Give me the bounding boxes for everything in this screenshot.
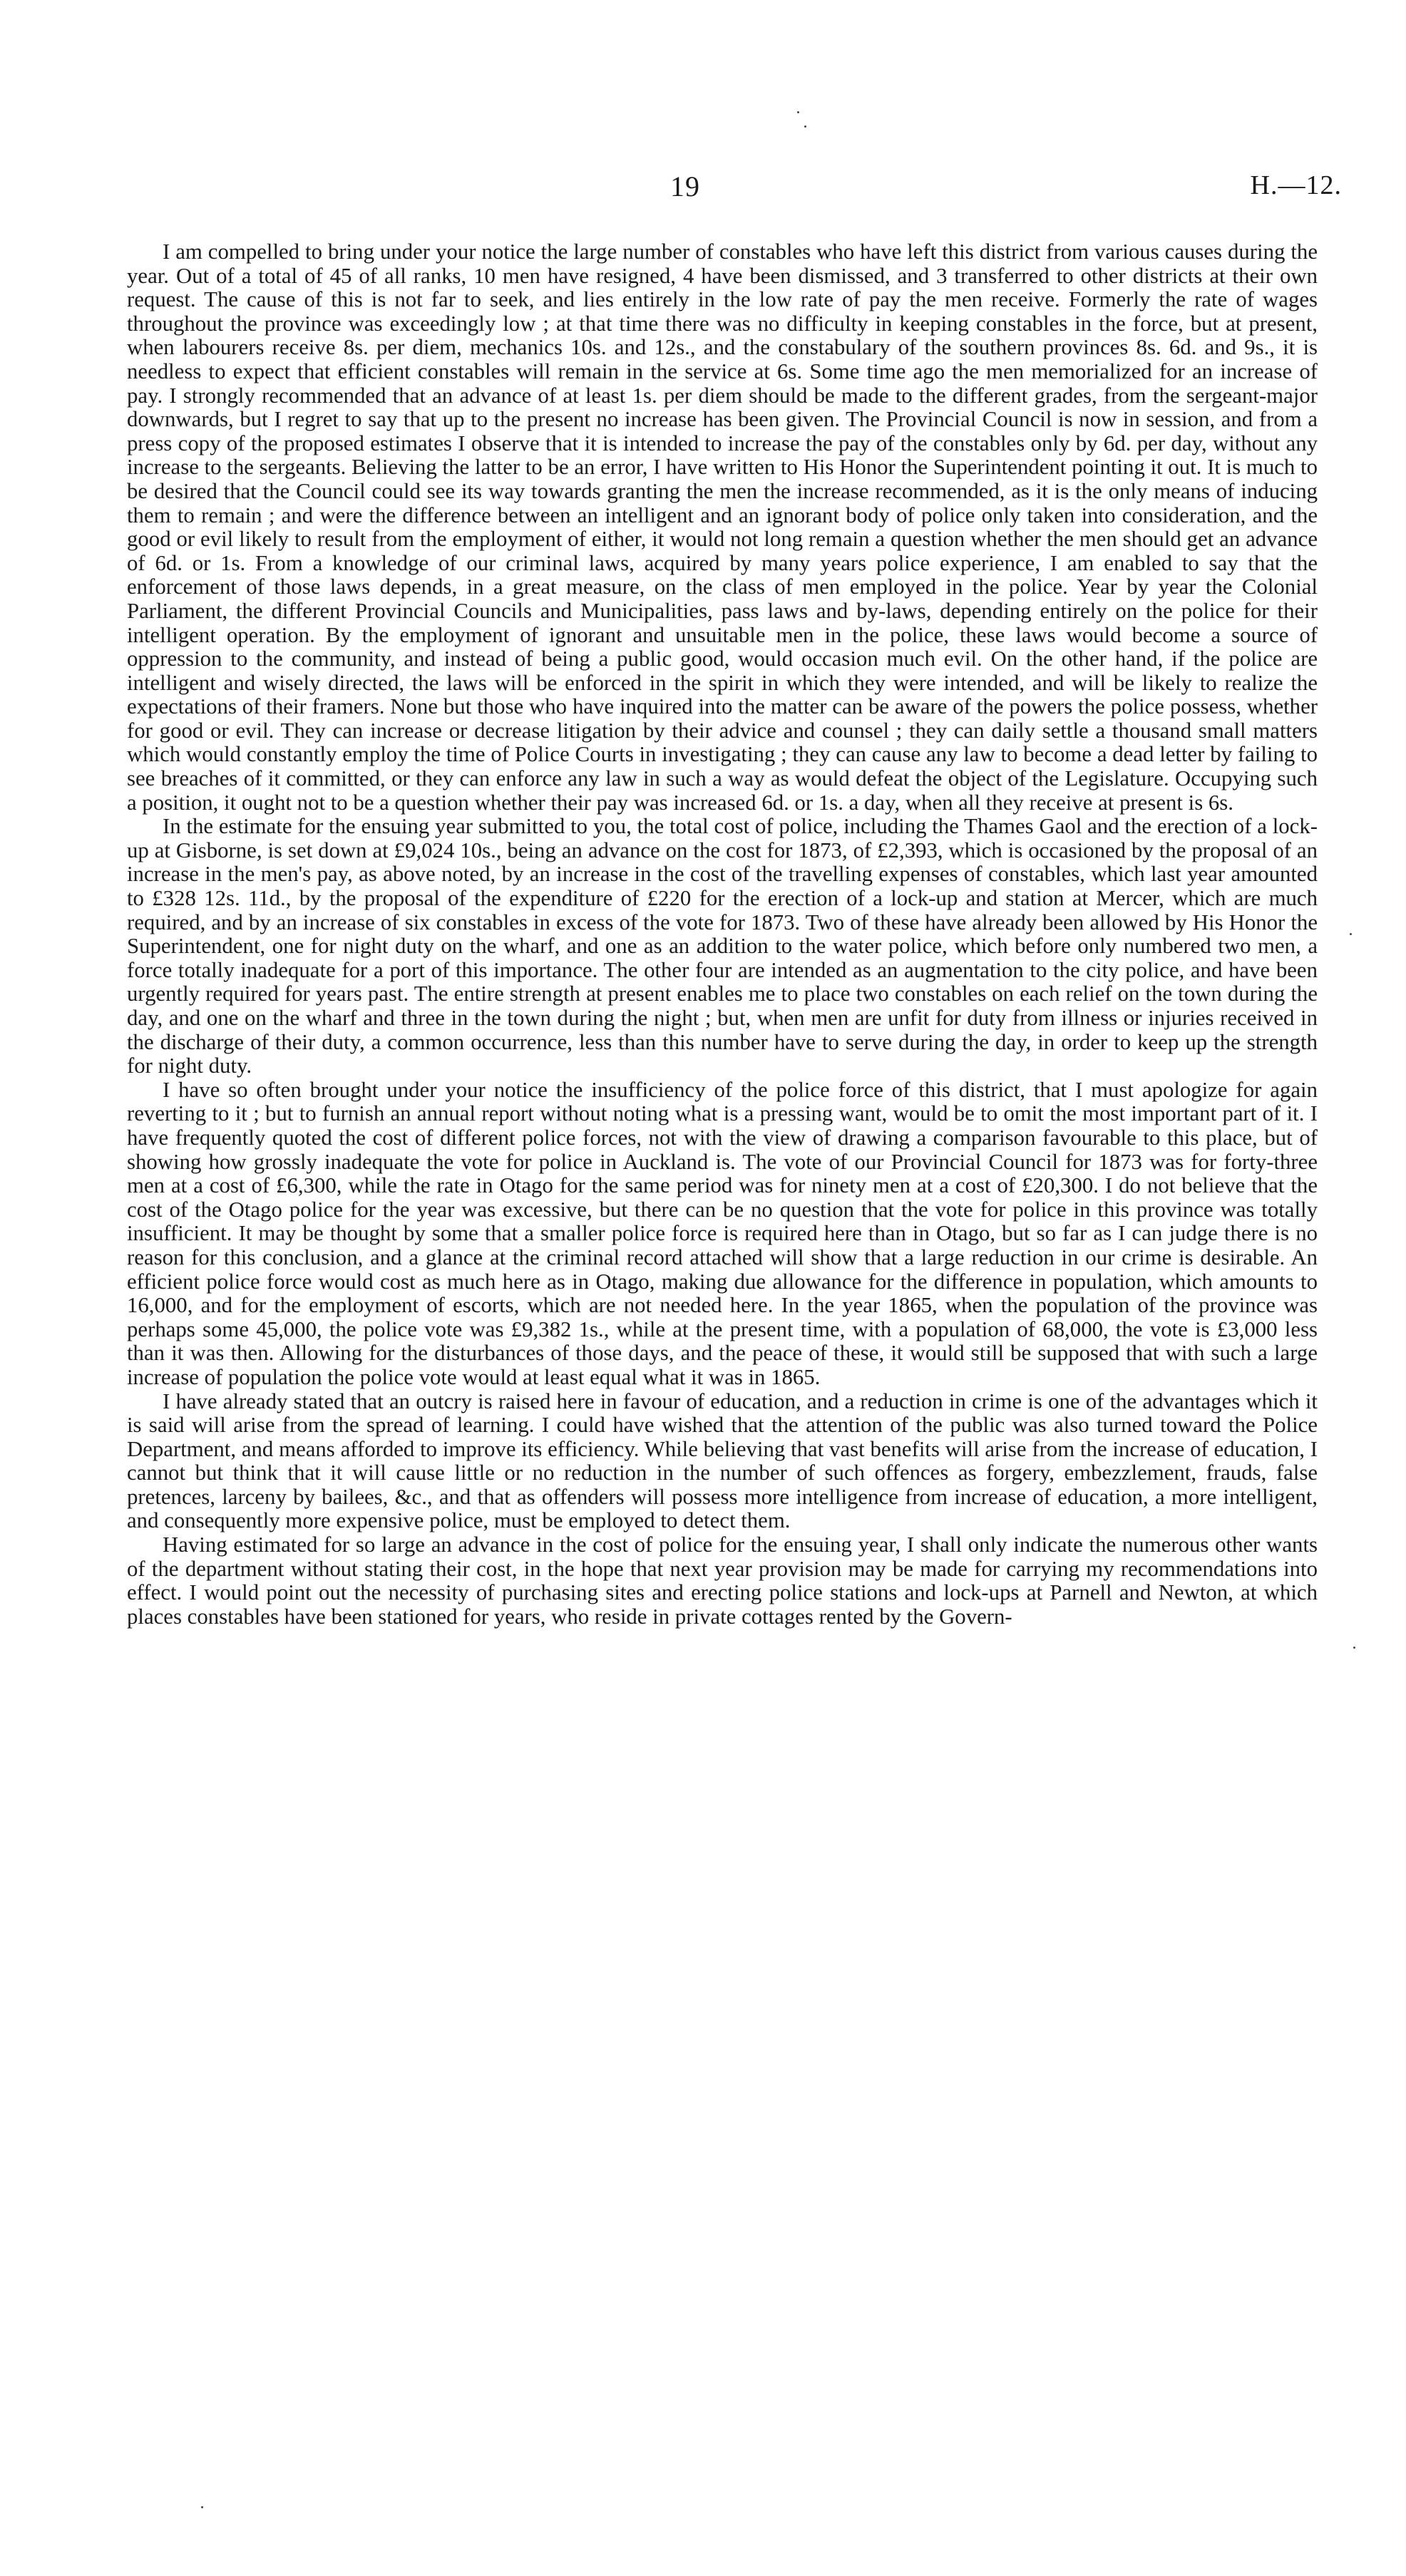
scan-speck: [1350, 933, 1352, 935]
scan-speck: [797, 111, 799, 113]
document-reference: H.—12.: [1250, 170, 1342, 200]
paragraph-constables-leaving: I am compelled to bring under your notice the large number of constables who have left this district from various causes during the year. Out of a total of 45 of all ranks, 10 men have resigned, 4 have been dismissed, and 3 transferred to other districts at their own request. The cause of this is not far to seek, and lies entirely in the low rate of pay the men receive. Formerly the rate of wages throughout the province was exceedingly low ; at that time there was no difficulty in keeping constables in the force, but at present, when labourers receive 8s. per diem, mechanics 10s. and 12s., and the constabulary of the southern provinces 8s. 6d. and 9s., it is needless to expect that efficient constables will remain in the service at 6s. Some time ago the men memorialized for an increase of pay. I strongly recommended that an advance of at least 1s. per diem should be made to the different grades, from the sergeant-major downwards, but I regret to say that up to the present no increase has been given. The Provincial Council is now in session, and from a press copy of the proposed estimates I observe that it is intended to increase the pay of the constables only by 6d. per day, without any increase to the sergeants. Believing the latter to be an error, I have written to His Honor the Superintendent pointing it out. It is much to be desired that the Council could see its way towards granting the men the increase recommended, as it is the only means of inducing them to remain ; and were the difference between an intelligent and an ignorant body of police only taken into consideration, and the good or evil likely to result from the employment of either, it would not long remain a question whether the men should get an advance of 6d. or 1s. From a knowledge of our criminal laws, acquired by many years police experience, I am enabled to say that the enforcement of those laws depends, in a great measure, on the class of men employed in the police. Year by year the Colonial Parliament, the different Provincial Councils and Municipalities, pass laws and by-laws, depending entirely on the police for their intelligent operation. By the employment of ignorant and unsuitable men in the police, these laws would become a source of oppression to the community, and instead of being a public good, would occasion much evil. On the other hand, if the police are intelligent and wisely directed, the laws will be enforced in the spirit in which they were intended, and will be likely to realize the expectations of their framers. None but those who have inquired into the matter can be aware of the powers the police possess, whether for good or evil. They can increase or decrease litigation by their advice and counsel ; they can daily settle a thousand small matters which would constantly employ the time of Police Courts in investigating ; they can cause any law to become a dead letter by failing to see breaches of it committed, or they can enforce any law in such a way as would defeat the object of the Legislature. Occupying such a position, it ought not to be a question whether their pay was increased 6d. or 1s. a day, when all they receive at present is 6s.: [127, 239, 1318, 815]
paragraph-insufficiency: I have so often brought under your notice the insufficiency of the police force of this district, that I must apologize for again reverting to it ; but to furnish an annual report without noting what is a pressing want, would be to omit the most important part of it. I have frequently quoted the cost of different police forces, not with the view of drawing a comparison favourable to this place, but of showing how grossly inadequate the vote for police in Auckland is. The vote of our Provincial Council for 1873 was for forty-three men at a cost of £6,300, while the rate in Otago for the same period was for ninety men at a cost of £20,300. I do not believe that the cost of the Otago police for the year was excessive, but there can be no question that the vote for police in this province was totally insufficient. It may be thought by some that a smaller police force is required here than in Otago, but so far as I can judge there is no reason for this conclusion, and a glance at the criminal record attached will show that a large reduction in our crime is desirable. An efficient police force would cost as much here as in Otago, making due allowance for the difference in population, which amounts to 16,000, and for the employment of escorts, which are not needed here. In the year 1865, when the population of the province was perhaps some 45,000, the police vote was £9,382 1s., while at the present time, with a population of 68,000, the vote is £3,000 less than it was then. Allowing for the disturbances of those days, and the peace of these, it would still be supposed that with such a large increase of population the police vote would at least equal what it was in 1865.: [127, 1077, 1318, 1389]
scan-speck: [804, 125, 806, 128]
paragraph-estimate: In the estimate for the ensuing year submitted to you, the total cost of police, including the Thames Gaol and the erection of a lock-up at Gisborne, is set down at £9,024 10s., being an advance on the cost for 1873, of £2,393, which is occasioned by the proposal of an increase in the men's pay, as above noted, by an increase in the cost of the travelling expenses of constables, which last year amounted to £328 12s. 11d., by the proposal of the expenditure of £220 for the erection of a lock-up and station at Mercer, which are much required, and by an increase of six constables in excess of the vote for 1873. Two of these have already been allowed by His Honor the Superintendent, one for night duty on the wharf, and one as an addition to the water police, which before only numbered two men, a force totally inadequate for a port of this importance. The other four are intended as an augmentation to the city police, and have been urgently required for years past. The entire strength at present enables me to place two constables on each relief on the town during the day, and one on the wharf and three in the town during the night ; but, when men are unfit for duty from illness or injuries received in the discharge of their duty, a common occurrence, less than this number have to serve during the day, in order to keep up the strength for night duty.: [127, 814, 1318, 1078]
paragraph-other-wants: Having estimated for so large an advance in the cost of police for the ensuing year, I shall only indicate the numerous other wants of the department without stating their cost, in the hope that next year provision may be made for carrying my recommendations into effect. I would point out the necessity of purchasing sites and erecting police stations and lock-ups at Parnell and Newton, at which places constables have been stationed for years, who reside in private cottages rented by the Govern-: [127, 1532, 1318, 1629]
page-header: [0, 170, 1406, 212]
page-number: 19: [670, 170, 700, 202]
report-body: [127, 240, 1318, 1629]
scan-speck: [201, 2506, 203, 2508]
scan-speck: [1353, 1647, 1355, 1649]
paragraph-education: I have already stated that an outcry is raised here in favour of education, and a reduction in crime is one of the advantages which it is said will arise from the spread of learning. I could have wished that the attention of the public was also turned toward the Police Department, and means afforded to improve its efficiency. While believing that vast benefits will arise from the increase of education, I cannot but think that it will cause little or no reduction in the number of such offences as forgery, embezzlement, frauds, false pretences, larceny by bailees, &c., and that as offenders will possess more intelligence from increase of education, a more intelligent, and consequently more expensive police, must be employed to detect them.: [127, 1389, 1318, 1533]
